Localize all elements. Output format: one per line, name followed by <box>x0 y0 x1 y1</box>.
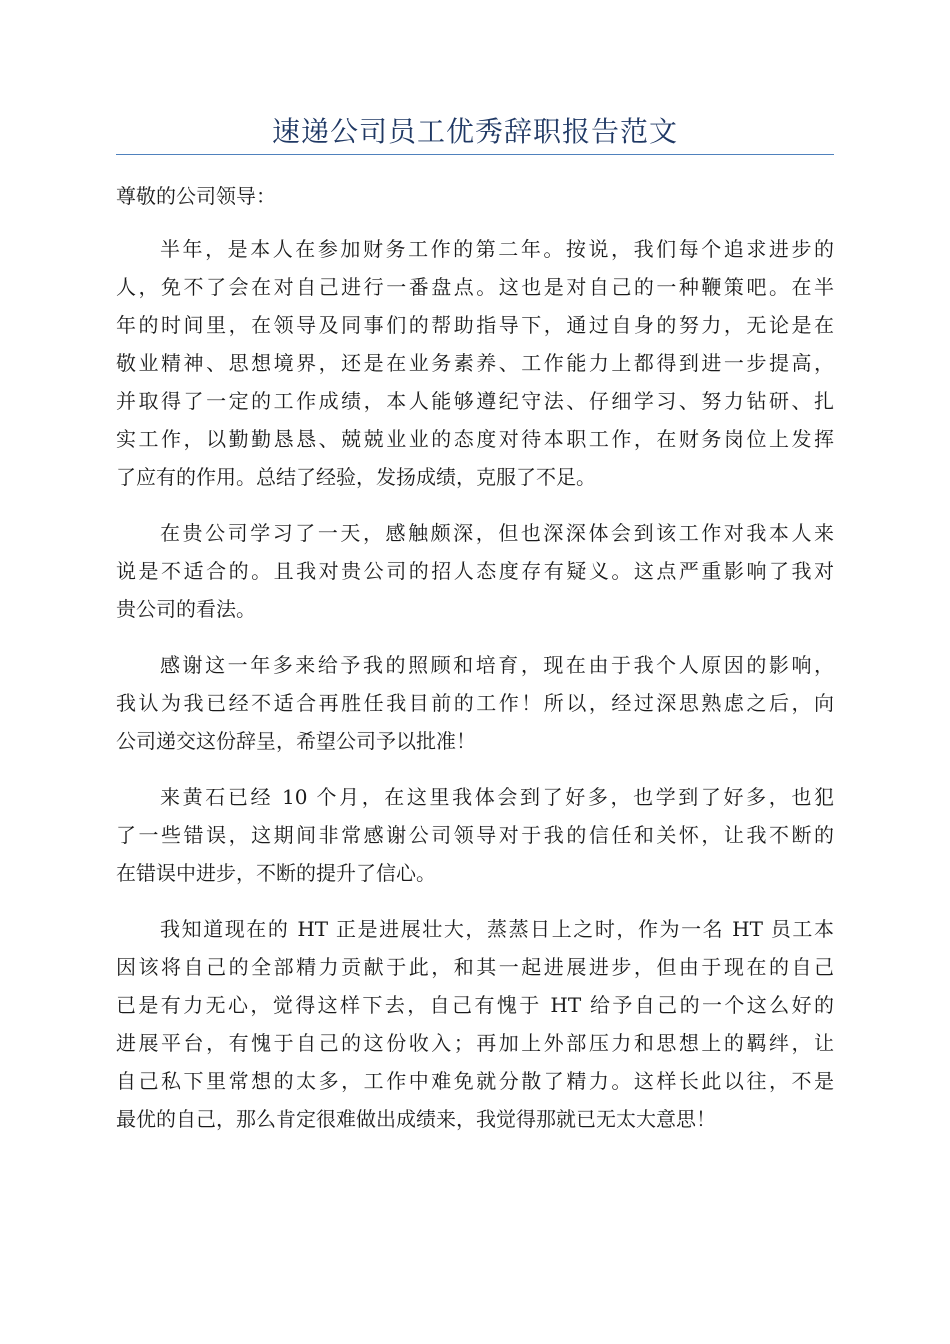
paragraph-line: 了一些错误，这期间非常感谢公司领导对于我的信任和关怀，让我不断的 <box>116 823 834 847</box>
page-title: 速递公司员工优秀辞职报告范文 <box>271 115 678 148</box>
paragraph-line: 贵公司的看法。 <box>116 597 256 621</box>
paragraph-line: 自己私下里常想的太多，工作中难免就分散了精力。这样长此以往，不是 <box>116 1069 834 1093</box>
paragraph-line: 年的时间里，在领导及同事们的帮助指导下，通过自身的努力，无论是在 <box>116 313 834 337</box>
paragraph-line: 因该将自己的全部精力贡献于此，和其一起进展进步，但由于现在的自己 <box>116 955 834 979</box>
paragraph-line: 并取得了一定的工作成绩，本人能够遵纪守法、仔细学习、努力钻研、扎 <box>116 389 834 413</box>
paragraph-5 <box>116 910 834 1138</box>
paragraph-2 <box>116 514 834 628</box>
title-underline <box>116 154 834 155</box>
paragraph-line: 感谢这一年多来给予我的照顾和培育，现在由于我个人原因的影响， <box>160 653 834 677</box>
paragraph-line: 进展平台，有愧于自己的这份收入；再加上外部压力和思想上的羁绊，让 <box>116 1031 834 1055</box>
paragraph-3 <box>116 646 834 760</box>
paragraph-line: 人，免不了会在对自己进行一番盘点。这也是对自己的一种鞭策吧。在半 <box>116 275 834 299</box>
salutation: 尊敬的公司领导： <box>116 184 276 208</box>
paragraph-line: 说是不适合的。且我对贵公司的招人态度存有疑义。这点严重影响了我对 <box>116 559 834 583</box>
paragraph-line: 已是有力无心，觉得这样下去，自己有愧于 HT 给予自己的一个这么好的 <box>116 993 834 1017</box>
paragraph-line: 实工作，以勤勤恳恳、兢兢业业的态度对待本职工作，在财务岗位上发挥 <box>116 427 834 451</box>
paragraph-4 <box>116 778 834 892</box>
paragraph-line: 我知道现在的 HT 正是进展壮大，蒸蒸日上之时，作为一名 HT 员工本 <box>160 917 834 941</box>
paragraph-line: 在贵公司学习了一天，感触颇深，但也深深体会到该工作对我本人来 <box>160 521 834 545</box>
paragraph-line: 在错误中进步，不断的提升了信心。 <box>116 861 436 885</box>
paragraph-line: 我认为我已经不适合再胜任我目前的工作！所以，经过深思熟虑之后，向 <box>116 691 834 715</box>
paragraph-1 <box>116 230 834 496</box>
paragraph-line: 来黄石已经 10 个月，在这里我体会到了好多，也学到了好多，也犯 <box>160 785 834 809</box>
paragraph-line: 敬业精神、思想境界，还是在业务素养、工作能力上都得到进一步提高， <box>116 351 834 375</box>
paragraph-line: 了应有的作用。总结了经验，发扬成绩，克服了不足。 <box>116 465 596 489</box>
paragraph-line: 半年，是本人在参加财务工作的第二年。按说，我们每个追求进步的 <box>160 237 834 261</box>
paragraph-line: 公司递交这份辞呈，希望公司予以批准！ <box>116 729 476 753</box>
paragraph-line: 最优的自己，那么肯定很难做出成绩来，我觉得那就已无太大意思！ <box>116 1107 716 1131</box>
